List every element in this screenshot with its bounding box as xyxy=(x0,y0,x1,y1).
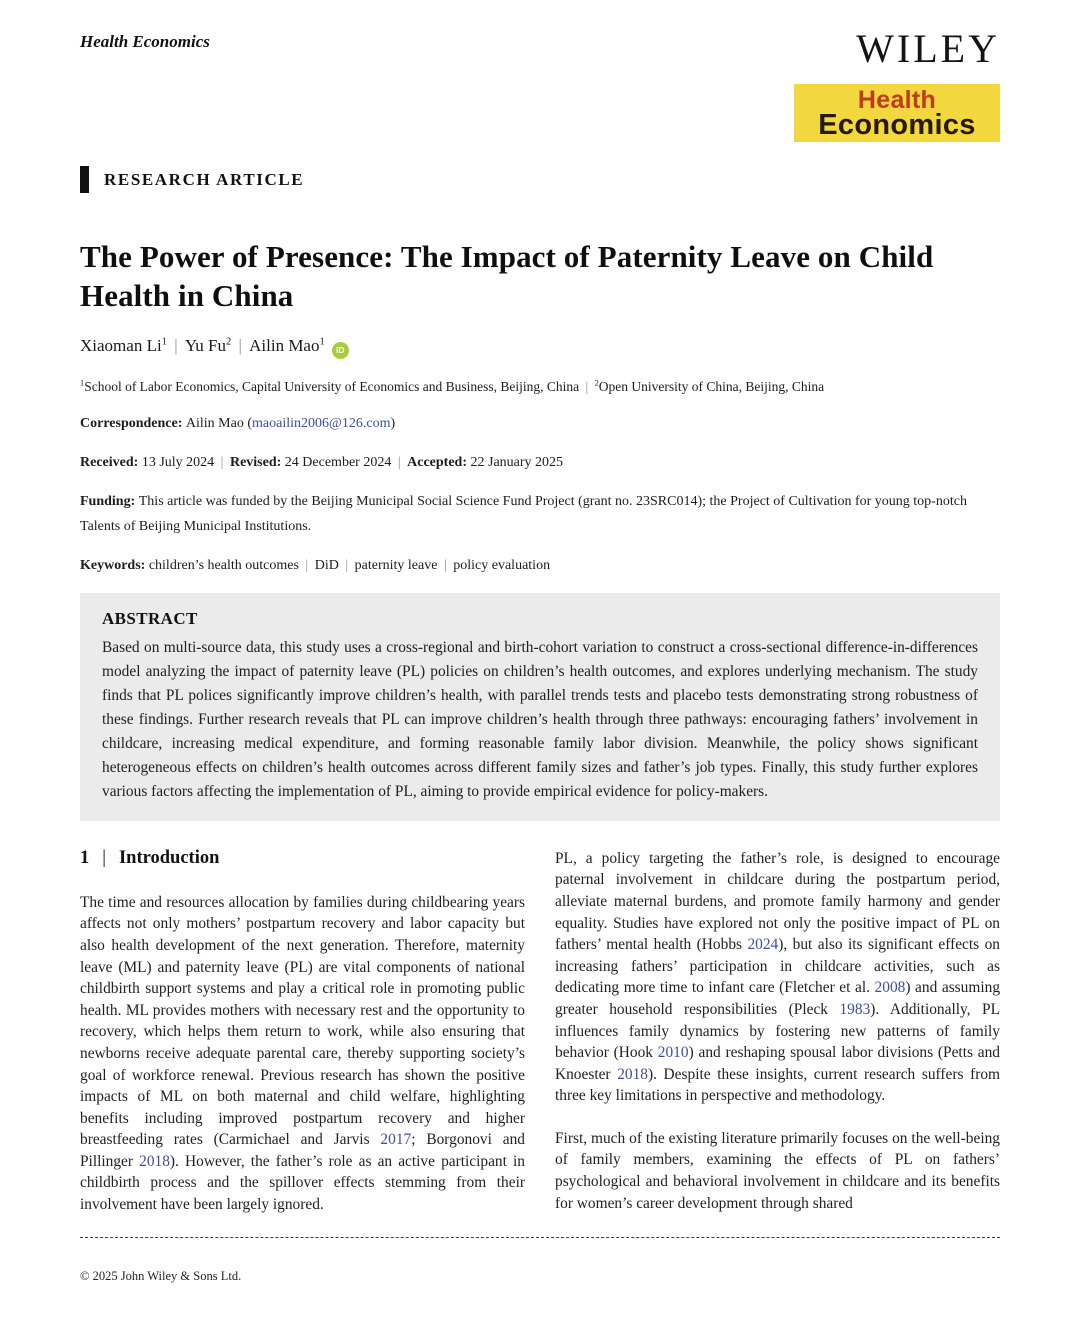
page-header xyxy=(80,28,1000,142)
citation-link[interactable]: 2018 xyxy=(617,1065,648,1083)
citation-link[interactable]: 2017 xyxy=(380,1131,412,1149)
text-segment: DiD xyxy=(314,557,339,573)
text-segment: This article was funded by the Beijing Municipal Social Science Fund Project (grant no. 23SRC014); the Project of Cultivation for young top-notch Talents of Beijing Municipal Institutions. xyxy=(80,493,967,534)
text-segment: Ailin Mao xyxy=(249,335,320,355)
article-page xyxy=(80,0,1000,1338)
article-type-label: RESEARCH ARTICLE xyxy=(104,169,305,189)
superscript-marker: 1 xyxy=(80,378,85,388)
abstract-text: Based on multi-source data, this study uses a cross-regional and birth-cohort variation to construct a cross-sectional difference-in-differences model analyzing the impact of paternity leave (PL) policies on children’s health outcomes, and explores underlying mechanism. The study finds that PL polices significantly improve children’s health, with parallel trends tests and placebo tests demonstrating strong robustness of these findings. Further research reveals that PL can improve children’s health through three pathways: encouraging fathers’ involvement in childcare, increasing medical expenditure, and forming reasonable family labor division. Meanwhile, the policy shows significant heterogeneous effects on children’s health outcomes across different family sizes and father’s job types. Finally, this study further explores various factors affecting the implementation of PL, aiming to provide empirical evidence for policy-makers. xyxy=(102,638,978,800)
paragraph xyxy=(555,848,1000,1107)
abstract-section xyxy=(80,593,1000,821)
bold-label: Revised: xyxy=(229,454,285,470)
copyright-notice: © 2025 John Wiley & Sons Ltd. xyxy=(80,1269,242,1283)
text-segment: First, much of the existing literature primarily focuses on the well-being of family members, examining the effects of PL on fathers’ psychological and behavioral involvement in childcare and its benefits for women’s career development through shared xyxy=(555,1129,1000,1212)
text-segment: The time and resources allocation by families during childbearing years affects not only mothers’ postpartum recovery and labor capacity but also health development of the next generation. Therefore, maternity leave (ML) and paternity leave (PL) are vital components of national childbirth support systems and play a critical role in promoting public health. ML provides mothers with necessary rest and the opportunity to recovery, which helps them return to work, while also ensuring that newborns receive adequate parental care, thereby supporting society’s goal of workforce renewal. Previous research has shown the positive impacts of ML on both maternal and child welfare, highlighting benefits including improved postpartum recovery and higher breastfeeding rates (Carmichael and Jarvis xyxy=(80,893,525,1149)
health-economics-badge xyxy=(794,84,1000,142)
footer-divider-rule xyxy=(80,1237,1000,1238)
divider: | xyxy=(234,335,247,355)
badge-line1: Health xyxy=(857,85,937,114)
text-segment: Xiaoman Li xyxy=(80,335,162,355)
citation-link[interactable]: 2024 xyxy=(747,936,779,954)
citation-link[interactable]: 2018 xyxy=(139,1152,170,1170)
correspondence-line xyxy=(80,411,1000,436)
left-column xyxy=(80,848,525,1216)
section-number: 1 xyxy=(80,847,90,868)
publisher-block xyxy=(794,28,1000,142)
text-segment: PL, a policy targeting the father’s role, is designed to encourage paternal involvement in childcare during the postpartum period, alleviate maternal burdens, and promote family harmony and gender equality. Studies have explored not only the positive impact of PL on fathers’ mental health (Hobbs xyxy=(555,849,1000,954)
paragraph xyxy=(555,1128,1000,1214)
text-segment: ). Additionally, PL influences family dynamics by fostering new patterns of family behavior (Hook xyxy=(555,1000,1000,1062)
text-segment: paternity leave xyxy=(354,557,438,573)
superscript-marker: 2 xyxy=(594,378,599,388)
text-segment: ; Borgonovi and Pillinger xyxy=(80,1131,525,1170)
divider: | xyxy=(301,557,312,573)
article-type-row xyxy=(80,166,1000,193)
superscript-marker: 1 xyxy=(319,336,325,348)
journal-name: Health Economics xyxy=(80,32,210,51)
body-columns xyxy=(80,848,1000,1216)
citation-link[interactable]: 2008 xyxy=(874,979,906,997)
text-segment: ). However, the father’s role as an active participant in childbirth process and the spillover effects stemming from their involvement have been largely ignored. xyxy=(80,1152,525,1214)
section-heading-introduction xyxy=(80,848,525,869)
text-segment: 24 December 2024 xyxy=(284,454,392,470)
text-segment: 22 January 2025 xyxy=(470,454,564,470)
text-segment: children’s health outcomes xyxy=(148,557,299,573)
divider: | xyxy=(582,378,592,394)
bold-label: Correspondence: xyxy=(80,415,186,431)
intro-right-text xyxy=(555,848,1000,1215)
divider: | xyxy=(440,557,451,573)
text-segment: Open University of China, Beijing, China xyxy=(598,378,825,394)
text-segment: policy evaluation xyxy=(453,557,551,573)
bold-label: Keywords: xyxy=(80,557,149,573)
affiliations-line xyxy=(80,379,1000,395)
text-segment: Yu Fu xyxy=(184,335,226,355)
text-segment: ) and reshaping spousal labor divisions (Petts and Knoester xyxy=(555,1044,1000,1083)
citation-link[interactable]: 2010 xyxy=(657,1044,689,1062)
wiley-logo: WILEY xyxy=(856,26,1000,71)
bold-label: Funding: xyxy=(80,493,139,509)
divider: | xyxy=(341,557,352,573)
bold-label: Received: xyxy=(80,454,142,470)
abstract-heading: ABSTRACT xyxy=(102,608,198,628)
text-segment: 13 July 2024 xyxy=(141,454,215,470)
divider: | xyxy=(394,454,405,470)
authors-line xyxy=(80,336,1000,359)
orcid-icon[interactable]: iD xyxy=(332,342,349,359)
email-link[interactable]: maoailin2006@126.com xyxy=(252,415,391,431)
funding-line xyxy=(80,489,1000,539)
badge-line2: Economics xyxy=(818,108,976,141)
text-segment: School of Labor Economics, Capital University of Economics and Business, Beijing, China xyxy=(84,378,580,394)
section-title: Introduction xyxy=(118,847,220,868)
text-segment: ) xyxy=(390,415,396,431)
text-segment: Ailin Mao ( xyxy=(185,415,253,431)
superscript-marker: 1 xyxy=(161,336,167,348)
text-segment: ) and assuming greater household responsibilities (Pleck xyxy=(555,979,1001,1018)
text-segment: ). Despite these insights, current research suffers from three key limitations in perspective and methodology. xyxy=(555,1065,1000,1105)
bold-label: Accepted: xyxy=(407,454,471,470)
divider: | xyxy=(169,335,182,355)
dates-line xyxy=(80,450,1000,475)
superscript-marker: 2 xyxy=(225,336,232,348)
text-segment: ), but also its significant effects on increasing fathers’ participation in childcare activities, such as dedicating more time to infant care (Fletcher et al. xyxy=(555,936,1000,997)
divider: | xyxy=(217,454,227,470)
right-column xyxy=(555,848,1000,1216)
type-marker-bar xyxy=(80,166,89,193)
keywords-line xyxy=(80,553,1000,578)
paragraph xyxy=(80,892,525,1216)
citation-link[interactable]: 1983 xyxy=(839,1000,871,1018)
article-title: The Power of Presence: The Impact of Paternity Leave on Child Health in China xyxy=(80,239,934,313)
intro-left-text xyxy=(80,892,525,1216)
authors-text xyxy=(80,336,325,355)
section-divider: | xyxy=(102,847,106,868)
